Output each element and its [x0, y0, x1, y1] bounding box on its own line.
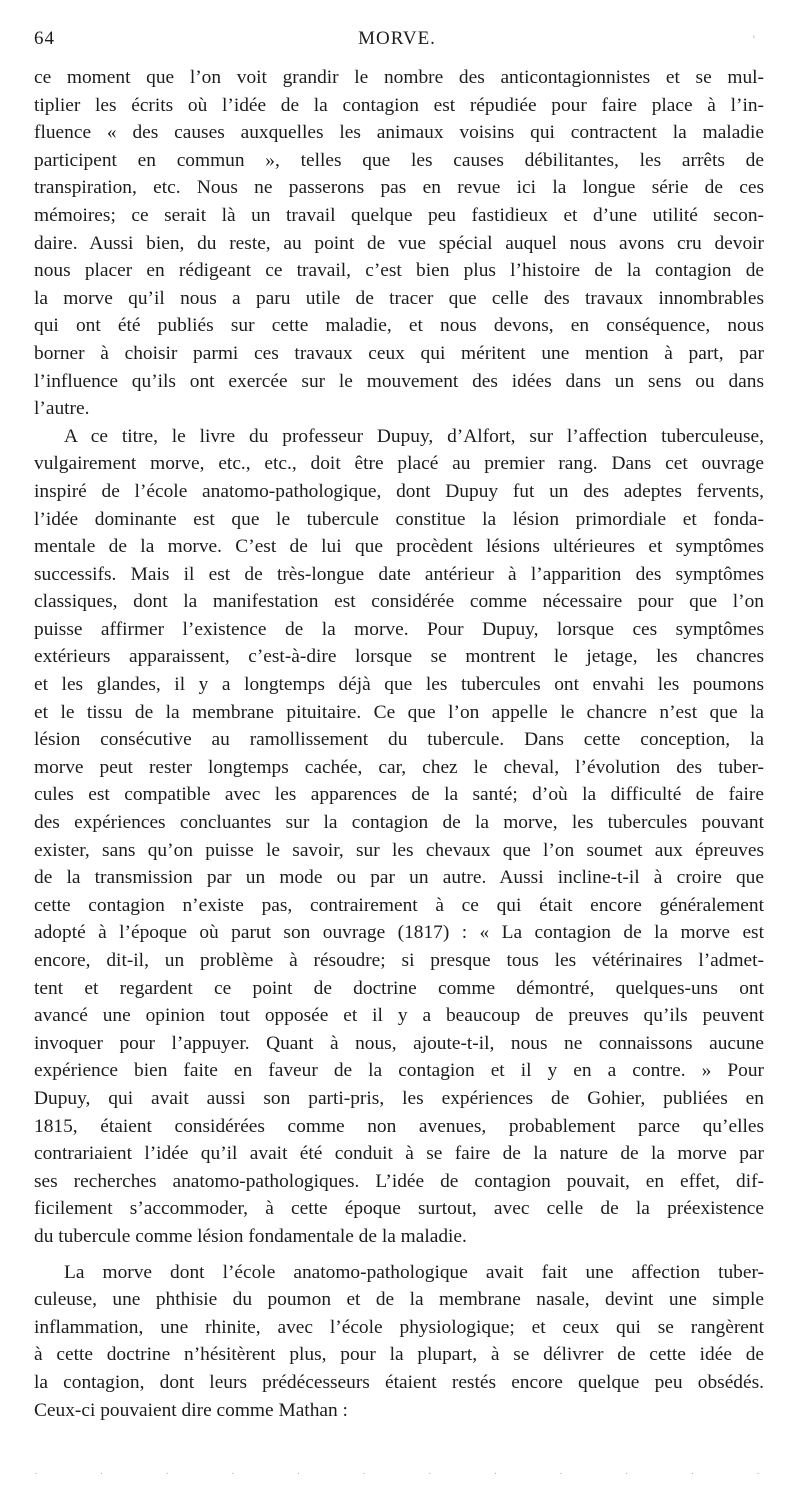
text-line: borner à choisir parmi ces travaux ceux qui méritent une mention à part, par — [34, 342, 764, 364]
text-line: culeuse, une phthisie du poumon et de la membrane nasale, devint une simple — [34, 1289, 764, 1311]
scan-speck: · — [690, 1468, 695, 1480]
text-line: qui ont été publiés sur cette maladie, et nous devons, en conséquence, nous — [34, 315, 764, 337]
text-line: vulgairement morve, etc., etc., doit être placé au premier rang. Dans cet ouvrage — [34, 453, 764, 475]
text-line: la morve qu’il nous a paru utile de tracer que celle des travaux innombrables — [34, 287, 764, 309]
text-line: 1815, étaient considérées comme non avenues, probablement parce qu’elles — [34, 1115, 764, 1137]
text-line: ce moment que l’on voit grandir le nombre des anticontagionnistes et se mul- — [34, 67, 764, 88]
scan-speck: · — [427, 1468, 432, 1480]
text-line: mentale de la morve. C’est de lui que procèdent lésions ultérieures et symptômes — [34, 536, 764, 558]
text-line: ses recherches anatomo-pathologiques. L’idée de contagion pouvait, en effet, dif- — [34, 1170, 764, 1192]
text-line: invoquer pour l’appuyer. Quant à nous, ajoute-t-il, nous ne connaissons aucune — [34, 1032, 764, 1054]
scan-speck: · — [559, 1468, 563, 1480]
bottom-scan-specks — [34, 1468, 760, 1480]
text-line: du tubercule comme lésion fondamentale de la maladie. — [34, 1225, 467, 1247]
text-line: avancé une opinion tout opposée et il y a beaucoup de preuves qu’ils peuvent — [34, 1005, 764, 1027]
text-line: tiplier les écrits où l’idée de la contagion est répudiée pour faire place à l’in- — [34, 94, 764, 116]
page-header — [34, 28, 760, 58]
text-line: participent en commun », telles que les causes débilitantes, les arrêts de — [34, 149, 764, 171]
text-line: lésion consécutive au ramollissement du tubercule. Dans cette conception, la — [34, 729, 764, 751]
scan-speck: · — [230, 1468, 235, 1480]
text-line: cette contagion n’existe pas, contrairement à ce qui était encore généralement — [34, 894, 764, 916]
text-line: et le tissu de la membrane pituitaire. Ce que l’on appelle le chancre n’est que la — [34, 701, 764, 723]
text-line: Dupuy, qui avait aussi son parti-pris, les expériences de Gohier, publiées en — [34, 1087, 764, 1109]
text-line: fluence « des causes auxquelles les animaux voisins qui contractent la maladie — [34, 122, 764, 144]
scan-speck: · — [624, 1468, 629, 1480]
running-head: MORVE. — [358, 28, 436, 49]
text-line: tent et regardent ce point de doctrine comme démontré, quelques-uns ont — [34, 977, 764, 999]
text-line: l’idée dominante est que le tubercule constitue la lésion primordiale et fonda- — [34, 508, 764, 530]
text-line: à cette doctrine n’hésitèrent plus, pour la plupart, à se délivrer de cette idée de — [34, 1344, 764, 1366]
text-line: cules est compatible avec les apparences de la santé; d’où la difficulté de faire — [34, 784, 764, 806]
text-line: contrariaient l’idée qu’il avait été conduit à se faire de la nature de la morve par — [34, 1143, 764, 1165]
text-line: la contagion, dont leurs prédécesseurs étaient restés encore quelque peu obsédés. — [34, 1371, 764, 1393]
text-line: encore, dit-il, un problème à résoudre; si presque tous les vétérinaires l’admet- — [34, 950, 764, 971]
text-line: inflammation, une rhinite, avec l’école physiologique; et ceux qui se rangèrent — [34, 1316, 764, 1338]
text-line: transpiration, etc. Nous ne passerons pas en revue ici la longue série de ces — [34, 177, 764, 199]
text-line: A ce titre, le livre du professeur Dupuy, d’Alfort, sur l’affection tuberculeuse, — [64, 425, 764, 447]
body-text — [34, 64, 764, 1424]
text-line: nous placer en rédigeant ce travail, c’est bien plus l’histoire de la contagion de — [34, 260, 764, 282]
text-line: classiques, dont la manifestation est considérée comme nécessaire pour que l’on — [34, 591, 764, 613]
scan-speck: · — [296, 1468, 301, 1480]
text-line: adopté à l’époque où parut son ouvrage (1817) : « La contagion de la morve est — [34, 922, 764, 944]
text-line: successifs. Mais il est de très-longue date antérieur à l’apparition des symptômes — [34, 563, 764, 585]
text-line: mémoires; ce serait là un travail quelque peu fastidieux et d’une utilité secon- — [34, 204, 764, 226]
scan-speck: · — [34, 1468, 38, 1480]
text-line: des expériences concluantes sur la contagion de la morve, les tubercules pouvant — [34, 812, 764, 834]
scan-speck: · — [493, 1468, 498, 1480]
text-line: exister, sans qu’on puisse le savoir, sur les chevaux que l’on soumet aux épreuves — [34, 839, 764, 861]
scan-speck: · — [362, 1468, 366, 1480]
text-line: l’autre. — [34, 398, 90, 420]
text-line: ficilement s’accommoder, à cette époque surtout, avec celle de la préexistence — [34, 1198, 764, 1220]
scan-speck: ' — [752, 32, 756, 47]
page-number: 64 — [34, 28, 55, 49]
text-line: l’influence qu’ils ont exercée sur le mouvement des idées dans un sens ou dans — [34, 370, 764, 392]
scan-speck: · — [99, 1468, 104, 1480]
text-line: de la transmission par un mode ou par un autre. Aussi incline-t-il à croire que — [34, 867, 764, 889]
scan-speck: · — [756, 1468, 760, 1480]
text-line: expérience bien faite en faveur de la contagion et il y en a contre. » Pour — [34, 1060, 764, 1082]
text-line: Ceux-ci pouvaient dire comme Mathan : — [34, 1399, 348, 1421]
text-line: puisse affirmer l’existence de la morve. Pour Dupuy, lorsque ces symptômes — [34, 618, 764, 640]
text-line: inspiré de l’école anatomo-pathologique, dont Dupuy fut un des adeptes fervents, — [34, 480, 764, 502]
text-line: La morve dont l’école anatomo-pathologique avait fait une affection tuber- — [64, 1261, 764, 1283]
text-line: morve peut rester longtemps cachée, car, chez le cheval, l’évolution des tuber- — [34, 756, 764, 778]
text-line: et les glandes, il y a longtemps déjà que les tubercules ont envahi les poumons — [34, 674, 764, 696]
text-line: daire. Aussi bien, du reste, au point de vue spécial auquel nous avons cru devoir — [34, 232, 764, 254]
text-line: extérieurs apparaissent, c’est-à-dire lorsque se montrent le jetage, les chancres — [34, 646, 764, 668]
scan-speck: · — [165, 1468, 169, 1480]
